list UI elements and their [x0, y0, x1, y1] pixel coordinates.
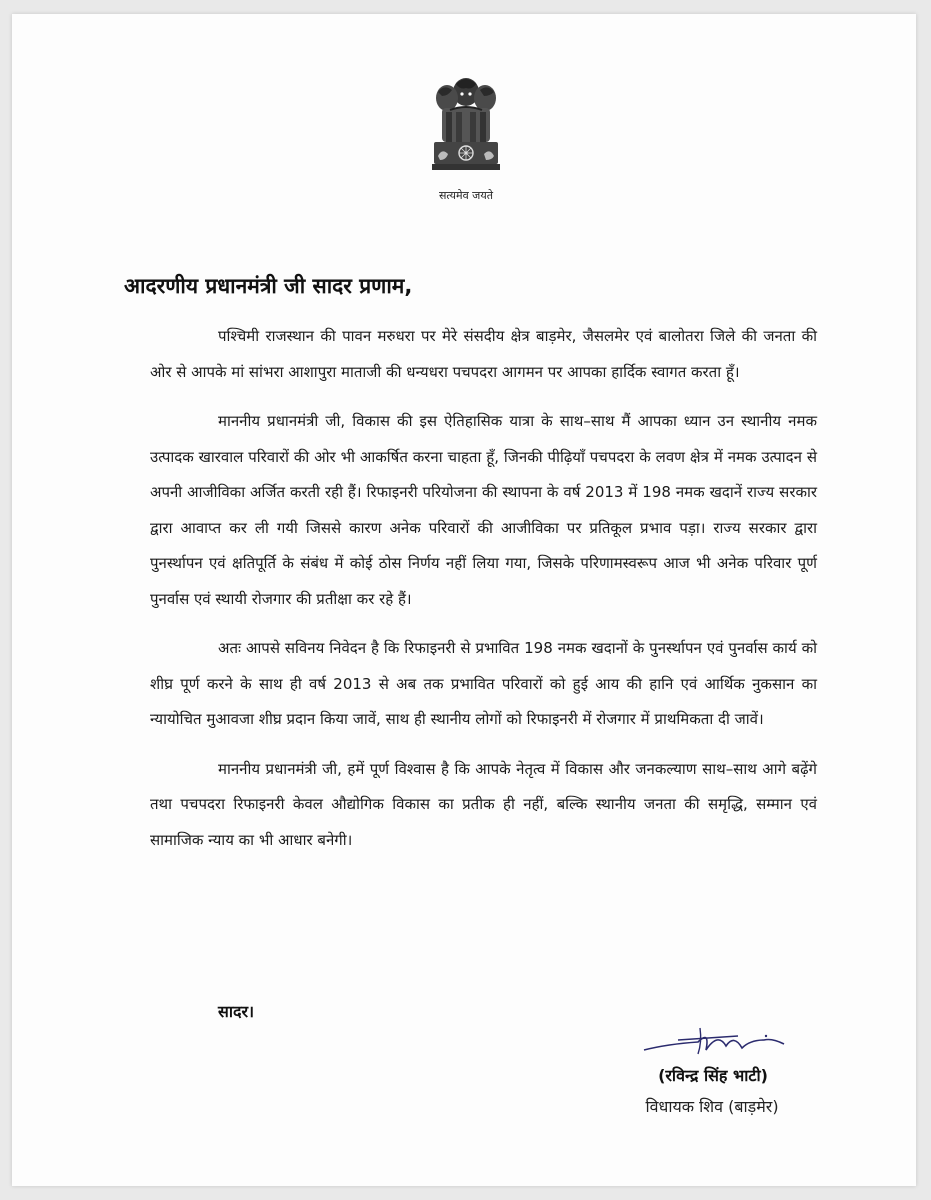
letter-page [12, 14, 916, 1186]
paragraph-request: अतः आपसे सविनय निवेदन है कि रिफाइनरी से प्रभावित 198 नमक खदानों के पुनर्स्थापन एवं पुनर्वास कार्य को शीघ्र पूर्ण करने के साथ ही वर्ष 2013 से अब तक प्रभावित परिवारों को हुई आय की हानि एवं आर्थिक नुकसान का न्यायोचित मुआवजा शीघ्र प्रदान किया जावें, साथ ही स्थानीय लोगों को रिफाइनरी में रोजगार में प्राथमिकता दी जावें। [150, 639, 817, 728]
signer-designation: विधायक शिव (बाड़मेर) [645, 1097, 779, 1116]
signer-name: (रविन्द्र सिंह भाटी) [658, 1066, 768, 1085]
paragraph-salt-families: माननीय प्रधानमंत्री जी, विकास की इस ऐतिहासिक यात्रा के साथ–साथ मैं आपका ध्यान उन स्थानीय नमक उत्पादक खारवाल परिवारों की ओर भी आकर्षित करना चाहता हूँ, जिनकी पीढ़ियाँ पचपदरा के लवण क्षेत्र में नमक उत्पादन से अपनी आजीविका अर्जित करती रही हैं। रिफाइनरी परियोजना की स्थापना के वर्ष 2013 में 198 नमक खदानें राज्य सरकार द्वारा आवाप्त कर ली गयी जिससे कारण अनेक परिवारों की आजीविका पर प्रतिकूल प्रभाव पड़ा। राज्य सरकार द्वारा पुनर्स्थापन एवं क्षतिपूर्ति के संबंध में कोई ठोस निर्णय नहीं लिया गया, जिसके परिणामस्वरूप आज भी अनेक परिवार पूर्ण पुनर्वास एवं स्थायी रोजगार की प्रतीक्षा कर रहे हैं। [150, 412, 817, 608]
signature-icon [638, 1020, 788, 1060]
national-emblem [420, 70, 512, 210]
closing: सादर। [218, 1002, 255, 1021]
paragraph-conclusion: माननीय प्रधानमंत्री जी, हमें पूर्ण विश्वास है कि आपके नेतृत्व में विकास और जनकल्याण साथ–साथ आगे बढ़ेंगे तथा पचपदरा रिफाइनरी केवल औद्योगिक विकास का प्रतीक ही नहीं, बल्कि स्थानीय जनता की समृद्धि, सम्मान एवं सामाजिक न्याय का भी आधार बनेगी। [150, 759, 817, 849]
paragraph-welcome: पश्चिमी राजस्थान की पावन मरुधरा पर मेरे संसदीय क्षेत्र बाड़मेर, जैसलमेर एवं बालोतरा जिले की जनता की ओर से आपके मां सांभरा आशापुरा माताजी की धन्यधरा पचपदरा आगमन पर आपका हार्दिक स्वागत करता हूँ। [150, 327, 817, 381]
handwritten-signature [638, 1020, 788, 1060]
national-motto: सत्यमेव जयते [438, 189, 493, 202]
letter-body [150, 319, 817, 872]
salutation: आदरणीय प्रधानमंत्री जी सादर प्रणाम, [124, 274, 413, 298]
ashoka-emblem-icon [420, 70, 512, 185]
